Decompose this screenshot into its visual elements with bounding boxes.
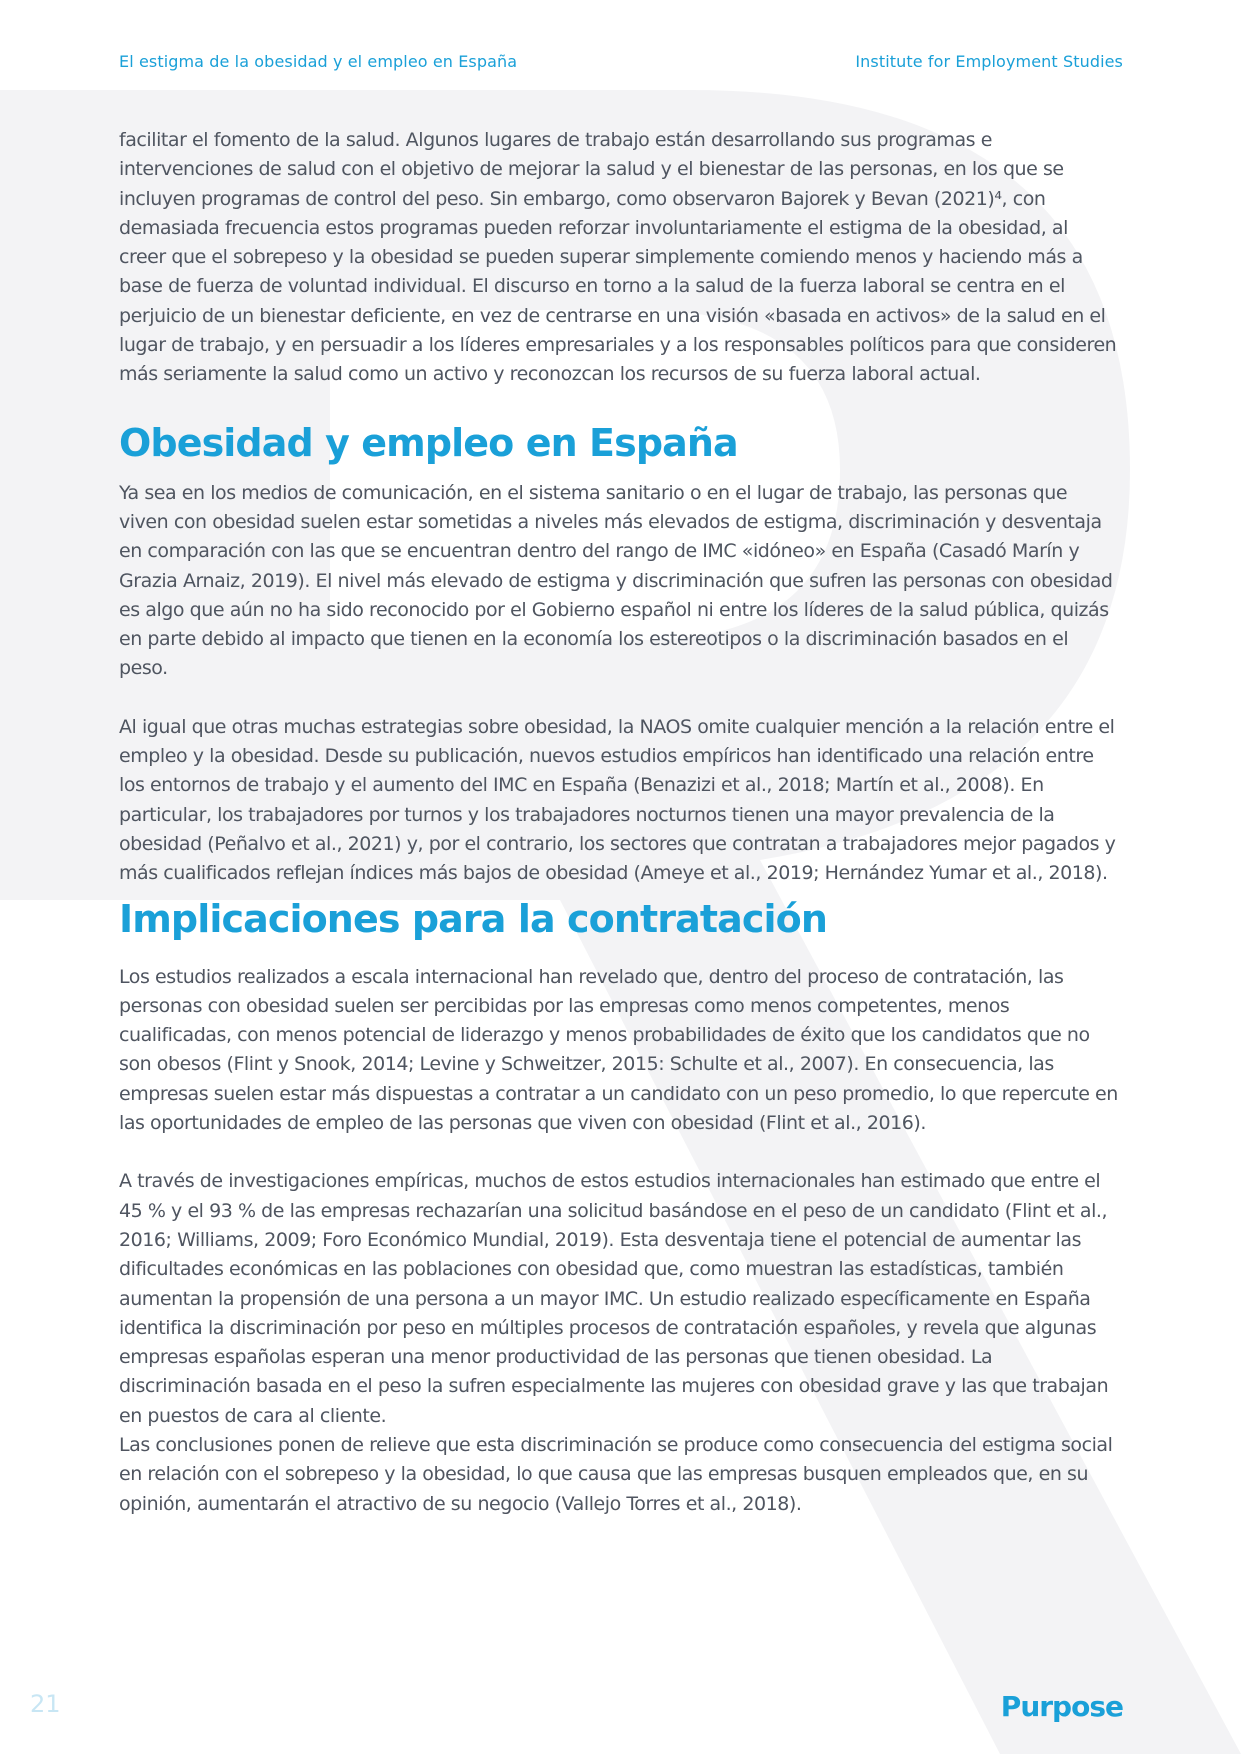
header-document-title: El estigma de la obesidad y el empleo en España: [119, 52, 518, 71]
paragraph-workplace-health: facilitar el fomento de la salud. Algunos lugares de trabajo están desarrollando sus programas e intervenciones de salud con el objetivo de mejorar la salud y el bienestar de las personas, en los que se incluyen programas de control del peso. Sin embargo, como observaron Bajorek y Bevan (2021)⁴, con demasiada frecuencia estos programas pueden reforzar involuntariamente el estigma de la obesidad, al creer que el sobrepeso y la obesidad se pueden superar simplemente comiendo menos y haciendo más a base de fuerza de voluntad individual. El discurso en torno a la salud de la fuerza laboral se centra en el perjuicio de un bienestar deficiente, en vez de centrarse en una visión «basada en activos» de la salud en el lugar de trabajo, y en persuadir a los líderes empresariales y a los responsables políticos para que consideren más seriamente la salud como un activo y reconozcan los recursos de su fuerza laboral actual.: [119, 129, 1117, 386]
paragraph-empirical-research: A través de investigaciones empíricas, muchos de estos estudios internacionales han estimado que entre el 45 % y el 93 % de las empresas rechazarían una solicitud basándose en el peso de un candidato (Flint et al., 2016; Williams, 2009; Foro Económico Mundial, 2019). Esta desventaja tiene el potencial de aumentar las dificultades económicas en las poblaciones con obesidad que, como muestran las estadísticas, también aumentan la propensión de una persona a un mayor IMC. Un estudio realizado específicamente en España identifica la discriminación por peso en múltiples procesos de contratación españoles, y revela que algunas empresas españolas esperan una menor productividad de las personas que tienen obesidad. La discriminación basada en el peso la sufren especialmente las mujeres con obesidad grave y las que trabajan en puestos de cara al cliente.: [119, 1170, 1109, 1427]
main-content: [119, 126, 1119, 1548]
paragraph-naos-strategy: Al igual que otras muchas estrategias sobre obesidad, la NAOS omite cualquier mención a la relación entre el empleo y la obesidad. Desde su publicación, nuevos estudios empíricos han identificado una relación entre los entornos de trabajo y el aumento del IMC en España (Benazizi et al., 2018; Martín et al., 2008). En particular, los trabajadores por turnos y los trabajadores nocturnos tienen una mayor prevalencia de la obesidad (Peñalvo et al., 2021) y, por el contrario, los sectores que contratan a trabajadores mejor pagados y más cualificados reflejan índices más bajos de obesidad (Ameye et al., 2019; Hernández Yumar et al., 2018).: [119, 715, 1116, 885]
purpose-logo: Purpose: [1000, 1690, 1123, 1723]
header-organization: Institute for Employment Studies: [855, 52, 1123, 71]
paragraph-international-studies: Los estudios realizados a escala internacional han revelado que, dentro del proceso de contratación, las personas con obesidad suelen ser percibidas por las empresas como menos competentes, menos cualificadas, con menos potencial de liderazgo y menos probabilidades de éxito que los candidatos que no son obesos (Flint y Snook, 2014; Levine y Schweitzer, 2015: Schulte et al., 2007). En consecuencia, las empresas suelen estar más dispuestas a contratar a un candidato con un peso promedio, lo que repercute en las oportunidades de empleo de las personas que viven con obesidad (Flint et al., 2016).: [119, 965, 1118, 1135]
paragraph-conclusions: Las conclusiones ponen de relieve que esta discriminación se produce como consecuencia del estigma social en relación con el sobrepeso y la obesidad, lo que causa que las empresas busquen empleados que, en su opinión, aumentarán el atractivo de su negocio (Vallejo Torres et al., 2018).: [119, 1433, 1113, 1515]
heading-hiring-implications: Implicaciones para la contratación: [119, 896, 827, 941]
heading-obesity-employment-spain: Obesidad y empleo en España: [119, 420, 738, 465]
paragraph-stigma-spain: Ya sea en los medios de comunicación, en el sistema sanitario o en el lugar de trabajo, las personas que viven con obesidad suelen estar sometidas a niveles más elevados de estigma, discriminación y desventaja en comparación con las que se encuentran dentro del rango de IMC «idóneo» en España (Casadó Marín y Grazia Arnaiz, 2019). El nivel más elevado de estigma y discriminación que sufren las personas con obesidad es algo que aún no ha sido reconocido por el Gobierno español ni entre los líderes de la salud pública, quizás en parte debido al impacto que tienen en la economía los estereotipos o la discriminación basados en el peso.: [119, 481, 1113, 680]
page-number: 21: [30, 1690, 61, 1718]
